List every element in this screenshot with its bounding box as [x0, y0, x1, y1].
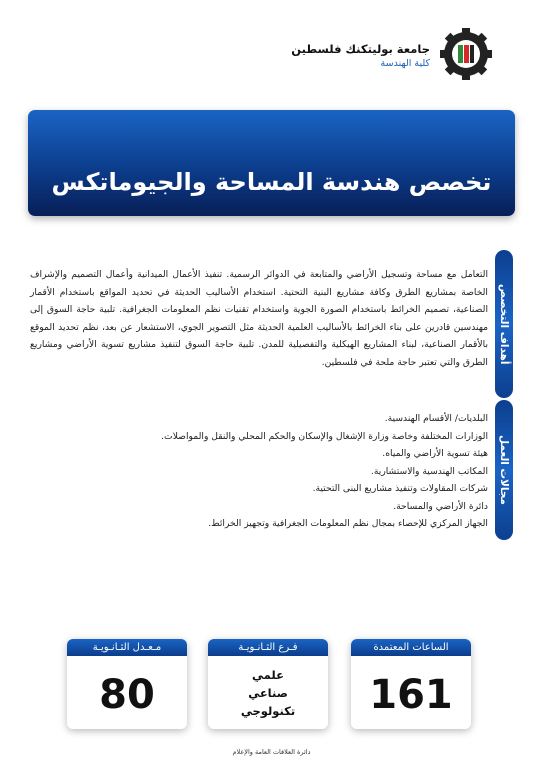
objectives-paragraph: التعامل مع مساحة وتسجيل الأراضي والمتابعة في الدوائر الرسمية. تنفيذ الأعمال الميدانية وأعمال التصميم والإشراف الخاصة بمشاريع الطرق وكافة مشاريع البنية التحتية. استخدام الأساليب الحديثة في تحديد المواقع باستخدام الأقمار الصناعية، تصميم الخرائط باستخدام الصورة الجوية واستخدام تقنيات نظم المعلومات الجغرافية. تلبية حاجة السوق إلى مهندسين قادرين على بناء الخرائط بالأساليب العلمية الحديثة مثل التصوير الجوي، الاستشعار عن بعد، نظم تحديد الموقع بالأقمار الصناعية، لبناء المشاريع الهيكلية والتفصيلية للمدن. تلبية حاجة السوق لتنفيذ مشاريع تسوية الأراضي ومشاريع الطرق والتي تعتبر حاجة ملحة في فلسطين. — [30, 269, 488, 368]
list-item: دائرة الأراضي والمساحة. — [393, 500, 488, 512]
list-item: هيئة تسوية الأراضي والمياه. — [382, 448, 488, 459]
tab-objectives — [495, 250, 513, 398]
branch-item: صناعي — [248, 686, 288, 700]
page-title: تخصص هندسة المساحة والجيوماتكس — [51, 168, 492, 196]
footer-credit: دائرة العلاقات العامة والإعلام — [232, 748, 311, 756]
university-name: جامعة بوليتكنك فلسطين — [291, 42, 430, 56]
title-banner — [28, 110, 515, 216]
secondary-branch-card — [208, 639, 328, 729]
list-item: الوزارات المختلفة وخاصة وزارة الإشغال والإسكان والحكم المحلي والنقل والمواصلات. — [161, 430, 488, 442]
branch-item: تكنولوجي — [240, 704, 296, 718]
secondary-average-label: مـعـدل الثـانـويـة — [67, 639, 187, 656]
credit-hours-label: الساعات المعتمدة — [351, 639, 471, 656]
list-item: الجهاز المركزي للإحصاء بمجال نظم المعلومات الجغرافية وتجهيز الخرائط. — [208, 518, 488, 529]
secondary-branch-label: فـرع الثـانـويـة — [208, 639, 328, 656]
tab-work-fields — [495, 400, 513, 540]
secondary-average-value: 80 — [99, 672, 155, 718]
branch-item: علمي — [252, 668, 284, 682]
university-logo — [440, 28, 492, 80]
list-item: البلديات/ الأقسام الهندسية. — [384, 413, 488, 424]
list-item: المكاتب الهندسية والاستشارية. — [370, 465, 488, 477]
credit-hours-card — [351, 639, 471, 729]
faculty-name: كلية الهندسة — [380, 58, 430, 69]
tab-objectives-label: أهداف التخصص — [498, 283, 510, 365]
secondary-branch-list — [208, 666, 328, 720]
tab-work-fields-label: مجالات العمل — [498, 435, 510, 505]
credit-hours-value: 161 — [369, 672, 453, 718]
secondary-average-card — [67, 639, 187, 729]
list-item: شركات المقاولات وتنفيذ مشاريع البنى التحتية. — [312, 483, 488, 494]
work-fields-list — [30, 410, 488, 533]
